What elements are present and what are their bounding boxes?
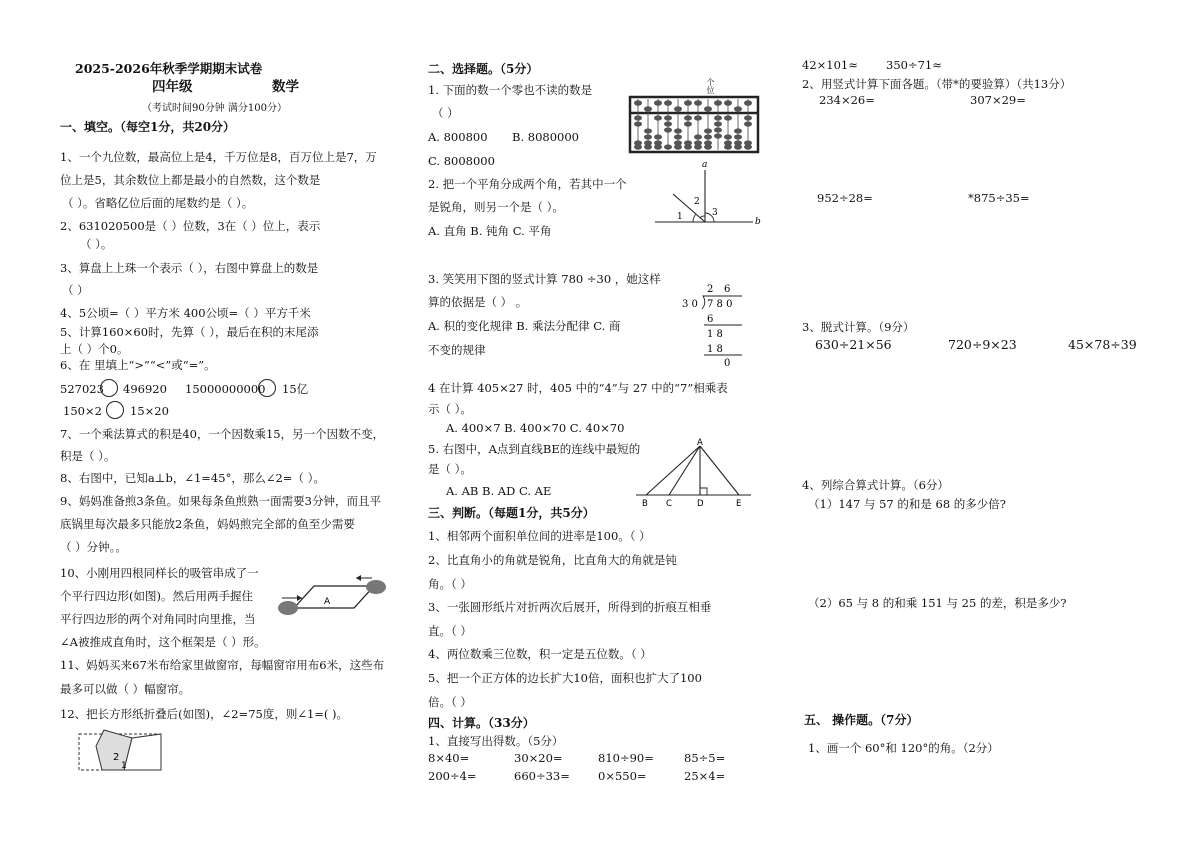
section-1-title: 一、填空。（每空1分，共20分） — [60, 120, 236, 134]
q4-line: 4、5公顷=（ ）平方米 400公顷=（ ）平方千米 — [60, 306, 311, 320]
q2-line-a: 2、631020500是（ ）位数，3在（ ）位上，表示 — [60, 219, 321, 233]
c5-options: A. AB B. AD C. AE — [446, 484, 552, 498]
word-problem-1: （1）147 与 57 的和是 68 的多少倍? — [808, 497, 1006, 511]
judge-2-b: 角。（ ） — [428, 577, 472, 591]
section-3-title: 三、判断。（每题1分，共5分） — [428, 506, 595, 520]
c3-line-d: 不变的规律 — [428, 343, 486, 357]
word-problem-2: （2）65 与 8 的和乘 151 与 25 的差，积是多少? — [808, 596, 1067, 610]
section-4-3-title: 3、脱式计算。（9分） — [802, 320, 915, 334]
angle-figure — [655, 160, 765, 227]
triangle-figure — [636, 440, 756, 510]
ld-row-3: 1 8 — [707, 344, 723, 355]
c4-line-b: 示（ ）。 — [428, 402, 472, 416]
fig-label-1: 1 — [677, 212, 683, 222]
section-5-title: 五、 操作题。（7分） — [804, 713, 919, 727]
vertical-calc-3: 952÷28= — [817, 191, 873, 205]
calc-item: 200÷4= — [428, 769, 477, 783]
q1-line-a: 1、一个九位数，最高位上是4，千万位是8，百万位上是7，万 — [60, 150, 377, 164]
svg-text:2: 2 — [113, 752, 120, 763]
q6-compare-2-right: 15亿 — [282, 382, 309, 396]
vertical-calc-2: 307×29= — [970, 93, 1026, 107]
ld-row-1: 6 — [707, 314, 714, 325]
q11-line-b: 最多可以做（ ）幅窗帘。 — [60, 682, 191, 696]
q9-line-b: 底锅里每次最多只能放2条鱼，妈妈煎完全部的鱼至少需要 — [60, 517, 355, 531]
judge-3-b: 直。（ ） — [428, 624, 472, 638]
q12-line: 12、把长方形纸折叠后(如图)，∠2=75度，则∠1=( )。 — [60, 707, 349, 721]
c1-option-a: A. 800800 — [428, 130, 488, 144]
calc-item: 810÷90= — [598, 751, 654, 765]
tri-label-c: C — [666, 499, 672, 509]
compare-circle-2[interactable] — [258, 379, 276, 397]
fig-label-b: b — [755, 217, 761, 227]
long-division-figure — [680, 282, 750, 367]
section-4-2-title: 2、用竖式计算下面各题。（带*的要验算）（共13分） — [802, 77, 1072, 91]
step-calc-2: 720÷9×23 — [948, 337, 1017, 352]
q5-line-a: 5、计算160×60时，先算（ ），最后在积的末尾添 — [60, 325, 319, 339]
c5-line-a: 5. 右图中，A点到直线BE的连线中最短的 — [428, 442, 641, 456]
calc-item: 0×550= — [598, 769, 647, 783]
judge-3-a: 3、一张圆形纸片对折两次后展开，所得到的折痕互相垂 — [428, 600, 712, 614]
judge-5-b: 倍。（ ） — [428, 695, 472, 709]
svg-text:A: A — [324, 597, 331, 607]
tri-label-e: E — [736, 499, 742, 509]
ld-dividend: 7 8 0 — [707, 299, 733, 310]
q7-line-b: 积是（ ）。 — [60, 449, 116, 463]
fig-label-2: 2 — [694, 197, 700, 207]
c4-options: A. 400×7 B. 400×70 C. 40×70 — [446, 421, 625, 435]
calc-item: 25×4= — [684, 769, 726, 783]
q6-compare-2-left: 15000000000 — [185, 382, 266, 396]
q3-line-a: 3、算盘上上珠一个表示（ ），右图中算盘上的数是 — [60, 261, 319, 275]
calc-item: 30×20= — [514, 751, 563, 765]
section-4-4-title: 4、列综合算式计算。（6分） — [802, 478, 949, 492]
q10-line-c: 平行四边形的两个对角同时向里推，当 — [60, 612, 256, 626]
q1-line-b: 位上是5，其余数位上都是最小的自然数，这个数是 — [60, 173, 321, 187]
ld-quotient-1: 2 — [707, 284, 714, 295]
judge-1: 1、相邻两个面积单位间的进率是100。（ ） — [428, 529, 651, 543]
section-4-title: 四、计算。（33分） — [428, 716, 535, 730]
ld-quotient-2: 6 — [724, 284, 731, 295]
step-calc-1: 630÷21×56 — [815, 337, 892, 352]
svg-text:1: 1 — [121, 761, 127, 771]
estimate-1: 42×101≈ — [802, 58, 858, 72]
folded-rectangle-figure — [76, 728, 166, 774]
q9-line-c: （ ）分钟。。 — [60, 540, 127, 554]
c1-line-a: 1. 下面的数一个零也不读的数是 — [428, 83, 593, 97]
c5-line-b: 是（ ）。 — [428, 462, 472, 476]
tri-label-d: D — [697, 499, 704, 509]
parallelogram-figure — [272, 578, 392, 618]
c1-option-b: B. 8080000 — [512, 130, 579, 144]
c3-line-a: 3. 笑笑用下图的竖式计算 780 ÷30 ，她这样 — [428, 272, 661, 286]
section-4-sub: 1、直接写出得数。（5分） — [428, 734, 564, 748]
q10-line-d: ∠A被推成直角时，这个框架是（ ）形。 — [60, 635, 266, 649]
q3-line-b: （ ） — [62, 283, 89, 297]
q11-line-a: 11、妈妈买来67米布给家里做窗帘，每幅窗帘用布6米，这些布 — [60, 658, 385, 672]
c1-line-b: （ ） — [432, 106, 459, 120]
c2-options: A. 直角 B. 钝角 C. 平角 — [428, 224, 552, 238]
q6-compare-1-right: 496920 — [123, 382, 167, 396]
q2-line-b: （ ）。 — [80, 237, 113, 251]
step-calc-3: 45×78÷39 — [1068, 337, 1137, 352]
operation-1: 1、画一个 60°和 120°的角。（2分） — [808, 741, 999, 755]
ld-row-2: 1 8 — [707, 329, 723, 340]
ld-divisor: 3 0 — [682, 299, 698, 310]
compare-circle-3[interactable] — [106, 401, 124, 419]
c3-line-c: A. 积的变化规律 B. 乘法分配律 C. 商 — [428, 319, 621, 333]
compare-circle-1[interactable] — [100, 379, 118, 397]
tri-label-b: B — [642, 499, 648, 509]
q10-line-b: 个平行四边形(如图)。然后用两手握住 — [60, 589, 253, 603]
subject-label: 数学 — [272, 79, 299, 95]
tri-label-a: A — [697, 438, 703, 448]
abacus-figure — [630, 97, 758, 152]
q6-compare-3-right: 15×20 — [130, 404, 169, 418]
calc-item: 660÷33= — [514, 769, 570, 783]
calc-item: 8×40= — [428, 751, 470, 765]
c2-line-b: 是锐角，则另一个是（ ）。 — [428, 200, 564, 214]
vertical-calc-4: *875÷35= — [968, 191, 1030, 205]
section-2-title: 二、选择题。（5分） — [428, 62, 539, 76]
q6-line: 6、在 里填上“>”“<”或“=”。 — [60, 358, 216, 372]
q6-compare-1-left: 527023 — [60, 382, 104, 396]
c1-option-c: C. 8008000 — [428, 154, 495, 168]
exam-title: 2025-2026年秋季学期期末试卷 — [75, 61, 263, 76]
judge-5-a: 5、把一个正方体的边长扩大10倍，面积也扩大了100 — [428, 671, 702, 685]
fig-label-a: a — [702, 160, 708, 170]
judge-2-a: 2、比直角小的角就是锐角，比直角大的角就是钝 — [428, 553, 677, 567]
c4-line-a: 4 在计算 405×27 时，405 中的“4”与 27 中的“7”相乘表 — [428, 381, 728, 395]
grade-label: 四年级 — [152, 79, 193, 95]
calc-item: 85÷5= — [684, 751, 726, 765]
c3-line-b: 算的依据是（ ） 。 — [428, 295, 528, 309]
judge-4: 4、两位数乘三位数，积一定是五位数。（ ） — [428, 647, 652, 661]
vertical-calc-1: 234×26= — [819, 93, 875, 107]
q8-line: 8、右图中，已知a⊥b，∠1=45°，那么∠2=（ ）。 — [60, 471, 325, 485]
q5-line-b: 上（ ）个0。 — [60, 342, 129, 356]
exam-info: （考试时间90分钟 满分100分） — [142, 103, 287, 114]
q10-line-a: 10、小刚用四根同样长的吸管串成了一 — [60, 566, 259, 580]
q9-line-a: 9、妈妈准备煎3条鱼。如果每条鱼煎熟一面需要3分钟，而且平 — [60, 494, 381, 508]
ld-row-4: 0 — [724, 358, 731, 369]
q1-line-c: （ ）。省略亿位后面的尾数约是（ ）。 — [62, 196, 254, 210]
q7-line-a: 7、一个乘法算式的积是40，一个因数乘15，另一个因数不变， — [60, 427, 385, 441]
q6-compare-3-left: 150×2 — [63, 404, 102, 418]
estimate-2: 350÷71≈ — [886, 58, 942, 72]
c2-line-a: 2. 把一个平角分成两个角，若其中一个 — [428, 177, 627, 191]
abacus-unit-label: 个位 — [706, 78, 715, 94]
fig-label-3: 3 — [712, 208, 718, 218]
